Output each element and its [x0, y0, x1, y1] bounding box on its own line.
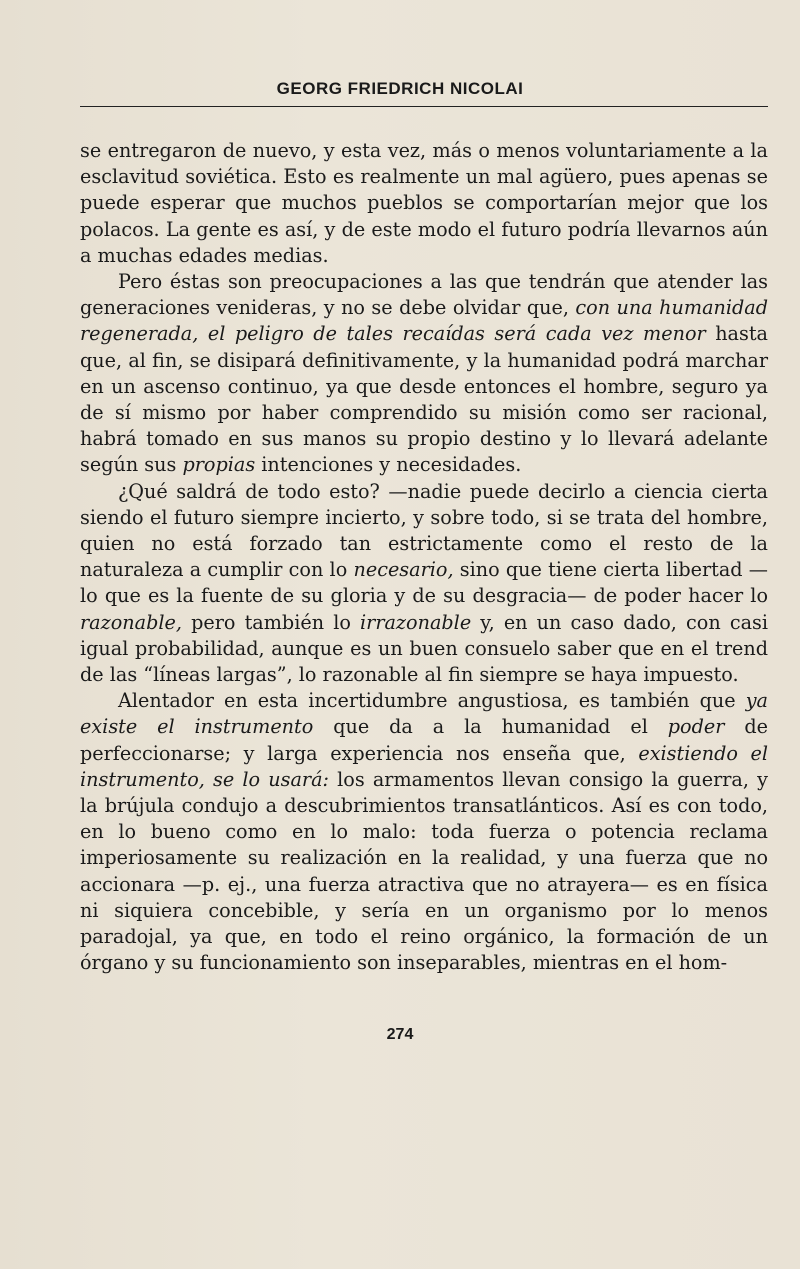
text-segment: ¿Qué saldrá de todo esto? —nadie puede decirlo a ciencia cierta siendo el futuro siempre incierto, y sobre todo, si se trata del hombre, quien no está forzado tan estrictamente como el resto de la naturaleza a cumplir con lo [80, 479, 768, 582]
text-segment: intenciones y necesidades. [255, 453, 522, 477]
italic-text: irrazonable [360, 610, 472, 634]
running-head: GEORG FRIEDRICH NICOLAI [276, 79, 524, 98]
page-number: 274 [386, 1026, 414, 1043]
text-segment: Pero éstas son preocupaciones a las que tendrán que atender las generaciones venideras, y no se debe olvidar que, [80, 270, 768, 320]
italic-text: ya existe el instrumento [80, 689, 768, 739]
text-segment: y, en un caso dado, con casi igual probabilidad, aunque es un buen consuelo saber que en el trend de las “líneas largas”, lo razonable al fin siempre se haya impuesto. [80, 610, 768, 687]
paragraph [80, 269, 768, 479]
text-segment: sino que tiene cierta libertad —lo que es la fuente de su gloria y de su desgracia— de poder hacer lo [80, 558, 768, 608]
italic-text: poder [667, 715, 725, 739]
italic-text: razonable, [80, 610, 182, 634]
text-segment: pero también lo [181, 610, 361, 634]
text-segment: se entregaron de nuevo, y esta vez, más o menos voluntariamente a la esclavitud soviética. Esto es realmente un mal agüero, pues apenas se puede esperar que muchos pueblos se comportarían mejor que los polacos. La gente es así, y de este modo el futuro podría llevarnos aún a muchas edades medias. [80, 139, 768, 267]
italic-text: propias [182, 453, 256, 477]
text-segment: que da a la humanidad el [313, 715, 668, 739]
italic-text: con una humanidad regenerada, el peligro de tales recaídas será cada vez menor [80, 296, 769, 346]
paragraph [80, 479, 768, 689]
header-rule [80, 106, 768, 107]
paragraph [80, 688, 768, 976]
paragraph [80, 138, 768, 269]
italic-text: existiendo el instrumento, se lo usará: [80, 741, 768, 791]
text-segment: Alentador en esta incertidumbre angustiosa, es también que [118, 689, 746, 713]
text-segment: de perfeccionarse; y larga experiencia nos enseña que, [80, 715, 768, 765]
body-text [80, 138, 768, 977]
text-segment: los armamentos llevan consigo la guerra, y la brújula condujo a descubrimientos transatlánticos. Así es con todo, en lo bueno como en lo malo: toda fuerza o potencia reclama imperiosamente su realización en la realidad, y una fuerza que no accionara —p. ej., una fuerza atractiva que no atrayera— es en física ni siquiera concebible, y sería en un organismo por lo menos paradojal, ya que, en todo el reino orgánico, la formación de un órgano y su funcionamiento son inseparables, mientras en el hom- [80, 767, 768, 975]
text-segment: hasta que, al fin, se disipará definitivamente, y la humanidad podrá marchar en un ascenso continuo, ya que desde entonces el hombre, seguro ya de sí mismo por haber comprendido su misión como ser racional, habrá tomado en sus manos su propio destino y lo llevará adelante según sus [80, 322, 768, 477]
italic-text: necesario, [353, 558, 454, 582]
